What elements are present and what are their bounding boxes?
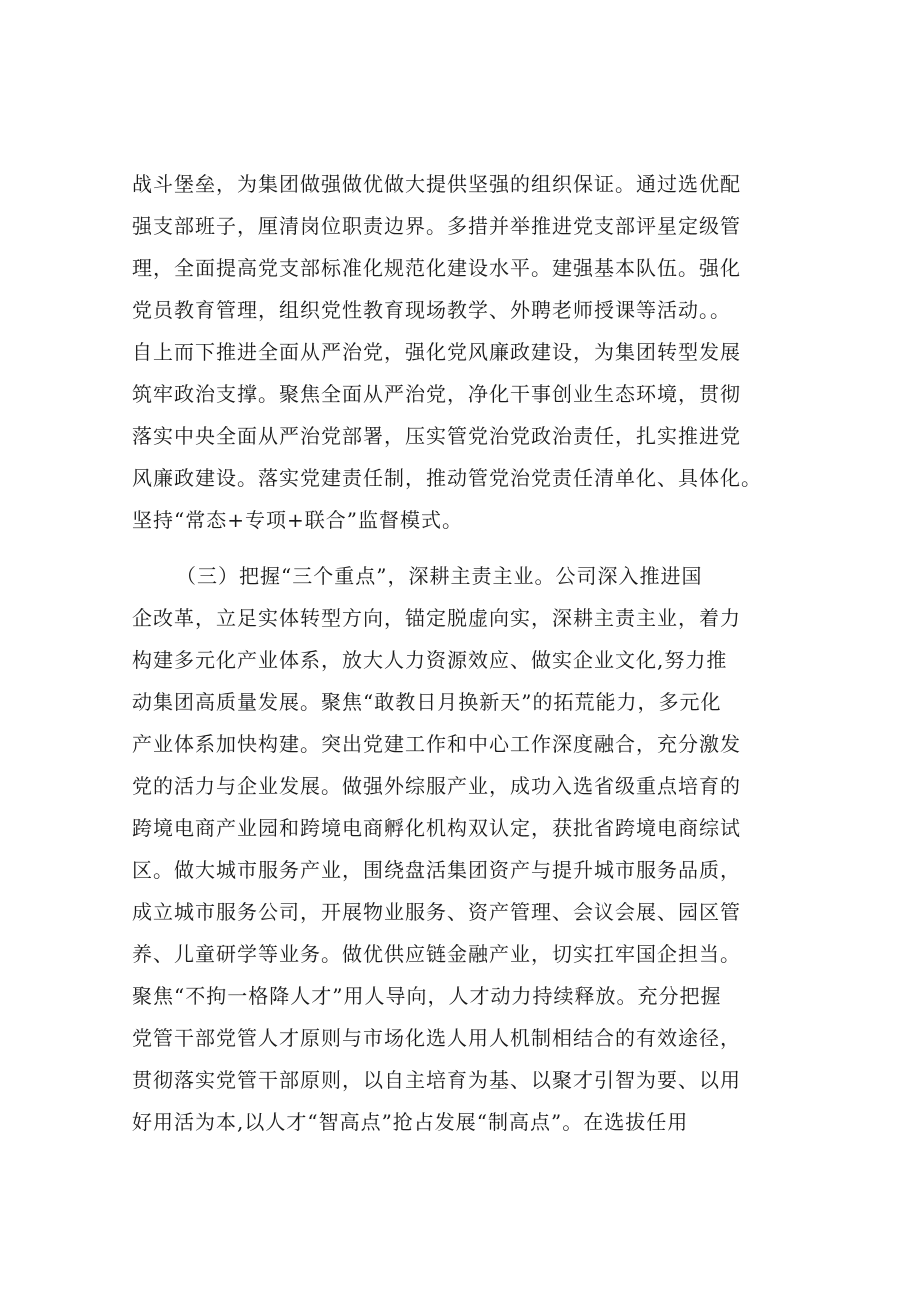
paragraph-1-line-9: 坚持“常态+专项+联合”监督模式。 [132, 508, 463, 532]
paragraph-2-line-4: 动集团高质量发展。聚焦“敢教日月换新天”的拓荒能力，多元化 [132, 690, 722, 714]
paragraph-1-line-6: 筑牢政治支撑。聚焦全面从严治党，净化干事创业生态环境，贯彻 [132, 382, 741, 406]
paragraph-2-line-3: 构建多元化产业体系，放大人力资源效应、做实企业文化,努力推 [132, 648, 728, 672]
paragraph-1-line-1: 战斗堡垒，为集团做强做优做大提供坚强的组织保证。通过选优配 [132, 172, 741, 196]
paragraph-1-line-4: 党员教育管理，组织党性教育现场教学、外聘老师授课等活动。。 [132, 298, 731, 322]
paragraph-2-line-8: 区。做大城市服务产业，围绕盘活集团资产与提升城市服务品质， [132, 858, 741, 882]
paragraph-1-line-3: 理，全面提高党支部标准化规范化建设水平。建强基本队伍。强化 [132, 256, 741, 280]
paragraph-1-line-8: 风廉政建设。落实党建责任制，推动管党治党责任清单化、具体化。 [132, 466, 762, 490]
paragraph-2-line-6: 党的活力与企业发展。做强外综服产业，成功入选省级重点培育的 [132, 774, 741, 798]
paragraph-2-line-11: 聚焦“不拘一格降人才”用人导向，人才动力持续释放。充分把握 [132, 984, 722, 1008]
paragraph-2-line-14: 好用活为本,以人才“智高点”抢占发展“制高点”。在选拔任用 [132, 1110, 689, 1134]
paragraph-1-line-5: 自上而下推进全面从严治党，强化党风廉政建设，为集团转型发展 [132, 340, 741, 364]
paragraph-2-line-9: 成立城市服务公司，开展物业服务、资产管理、会议会展、园区管 [132, 900, 741, 924]
paragraph-2-line-12: 党管干部党管人才原则与市场化选人用人机制相结合的有效途径， [132, 1026, 741, 1050]
paragraph-2-line-2: 企改革，立足实体转型方向，锚定脱虚向实，深耕主责主业，着力 [132, 606, 741, 630]
paragraph-2-line-5: 产业体系加快构建。突出党建工作和中心工作深度融合，充分激发 [132, 732, 741, 756]
paragraph-1-line-2: 强支部班子，厘清岗位职责边界。多措并举推进党支部评星定级管 [132, 214, 741, 238]
paragraph-2-line-13: 贯彻落实党管干部原则，以自主培育为基、以聚才引智为要、以用 [132, 1068, 741, 1092]
paragraph-1-line-7: 落实中央全面从严治党部署，压实管党治党政治责任，扎实推进党 [132, 424, 741, 448]
paragraph-2-line-1: （三）把握“三个重点”，深耕主责主业。公司深入推进国 [176, 564, 703, 588]
paragraph-2-line-7: 跨境电商产业园和跨境电商孵化机构双认定，获批省跨境电商综试 [132, 816, 741, 840]
paragraph-2-line-10: 养、儿童研学等业务。做优供应链金融产业，切实扛牢国企担当。 [132, 942, 741, 966]
